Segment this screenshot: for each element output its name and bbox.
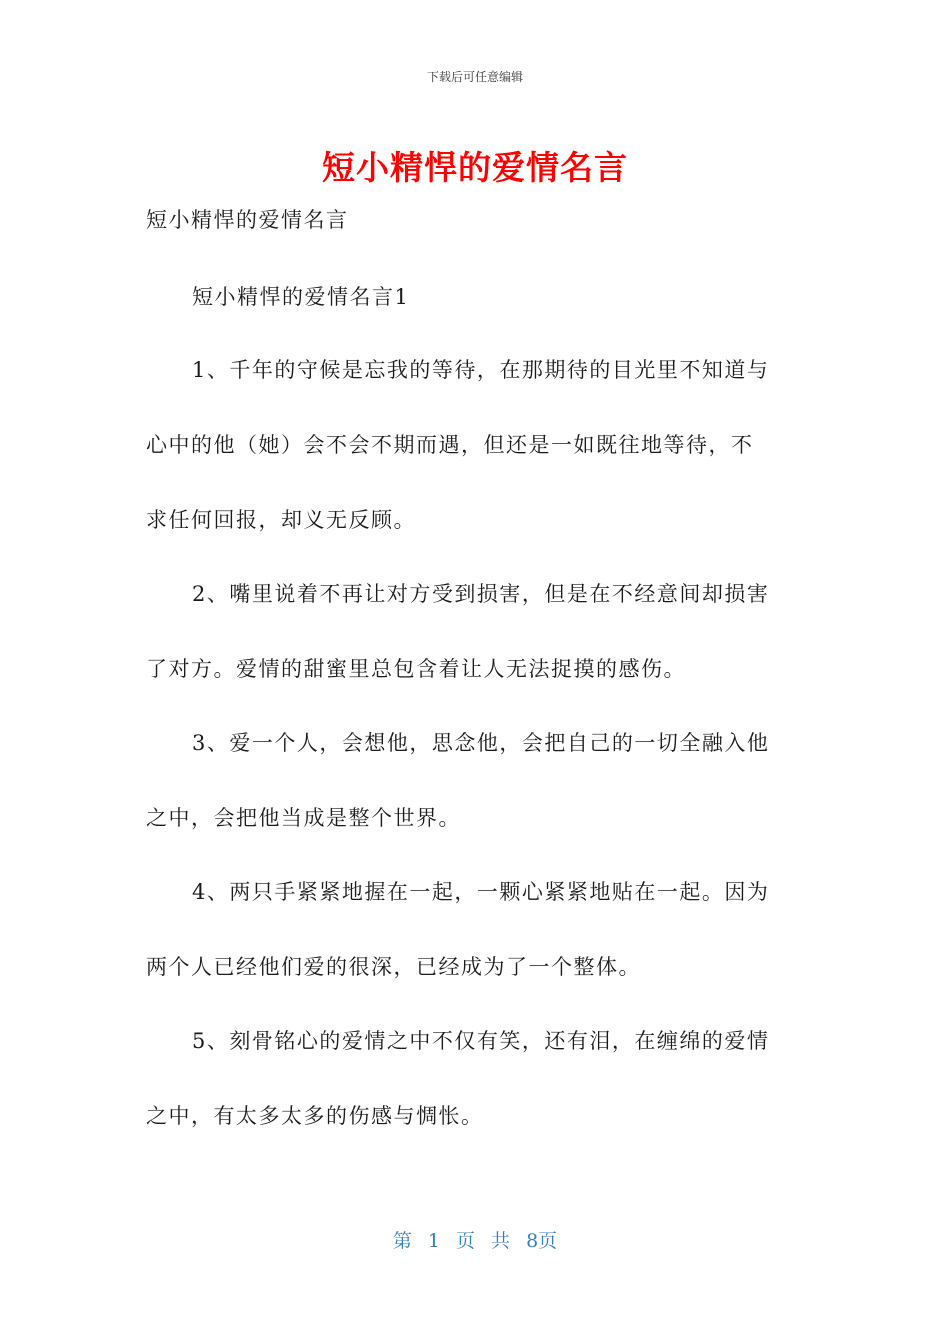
page-footer: 第 1 页 共 8页 bbox=[392, 1230, 558, 1252]
quote-5-line-1: 5、刻骨铭心的爱情之中不仅有笑，还有泪，在缠绵的爱情 bbox=[192, 1029, 770, 1053]
quote-2-line-1: 2、嘴里说着不再让对方受到损害，但是在不经意间却损害 bbox=[192, 582, 770, 606]
quote-1-line-3: 求任何回报，却义无反顾。 bbox=[146, 508, 416, 532]
quote-1-line-1: 1、千年的守候是忘我的等待，在那期待的目光里不知道与 bbox=[192, 358, 770, 382]
document-subtitle: 短小精悍的爱情名言 bbox=[146, 208, 349, 232]
quote-3-line-2: 之中，会把他当成是整个世界。 bbox=[146, 806, 461, 830]
section-heading: 短小精悍的爱情名言1 bbox=[192, 285, 410, 309]
quote-4-line-1: 4、两只手紧紧地握在一起，一颗心紧紧地贴在一起。因为 bbox=[192, 880, 770, 904]
quote-5-line-2: 之中，有太多太多的伤感与惆怅。 bbox=[146, 1104, 484, 1128]
quote-3-line-1: 3、爱一个人，会想他，思念他，会把自己的一切全融入他 bbox=[192, 731, 770, 755]
header-note: 下载后可任意编辑 bbox=[426, 70, 523, 84]
document-title: 短小精悍的爱情名言 bbox=[322, 148, 628, 187]
quote-1-line-2: 心中的他（她）会不会不期而遇，但还是一如既往地等待，不 bbox=[146, 433, 754, 457]
quote-4-line-2: 两个人已经他们爱的很深，已经成为了一个整体。 bbox=[146, 955, 641, 979]
quote-2-line-2: 了对方。爱情的甜蜜里总包含着让人无法捉摸的感伤。 bbox=[146, 657, 686, 681]
